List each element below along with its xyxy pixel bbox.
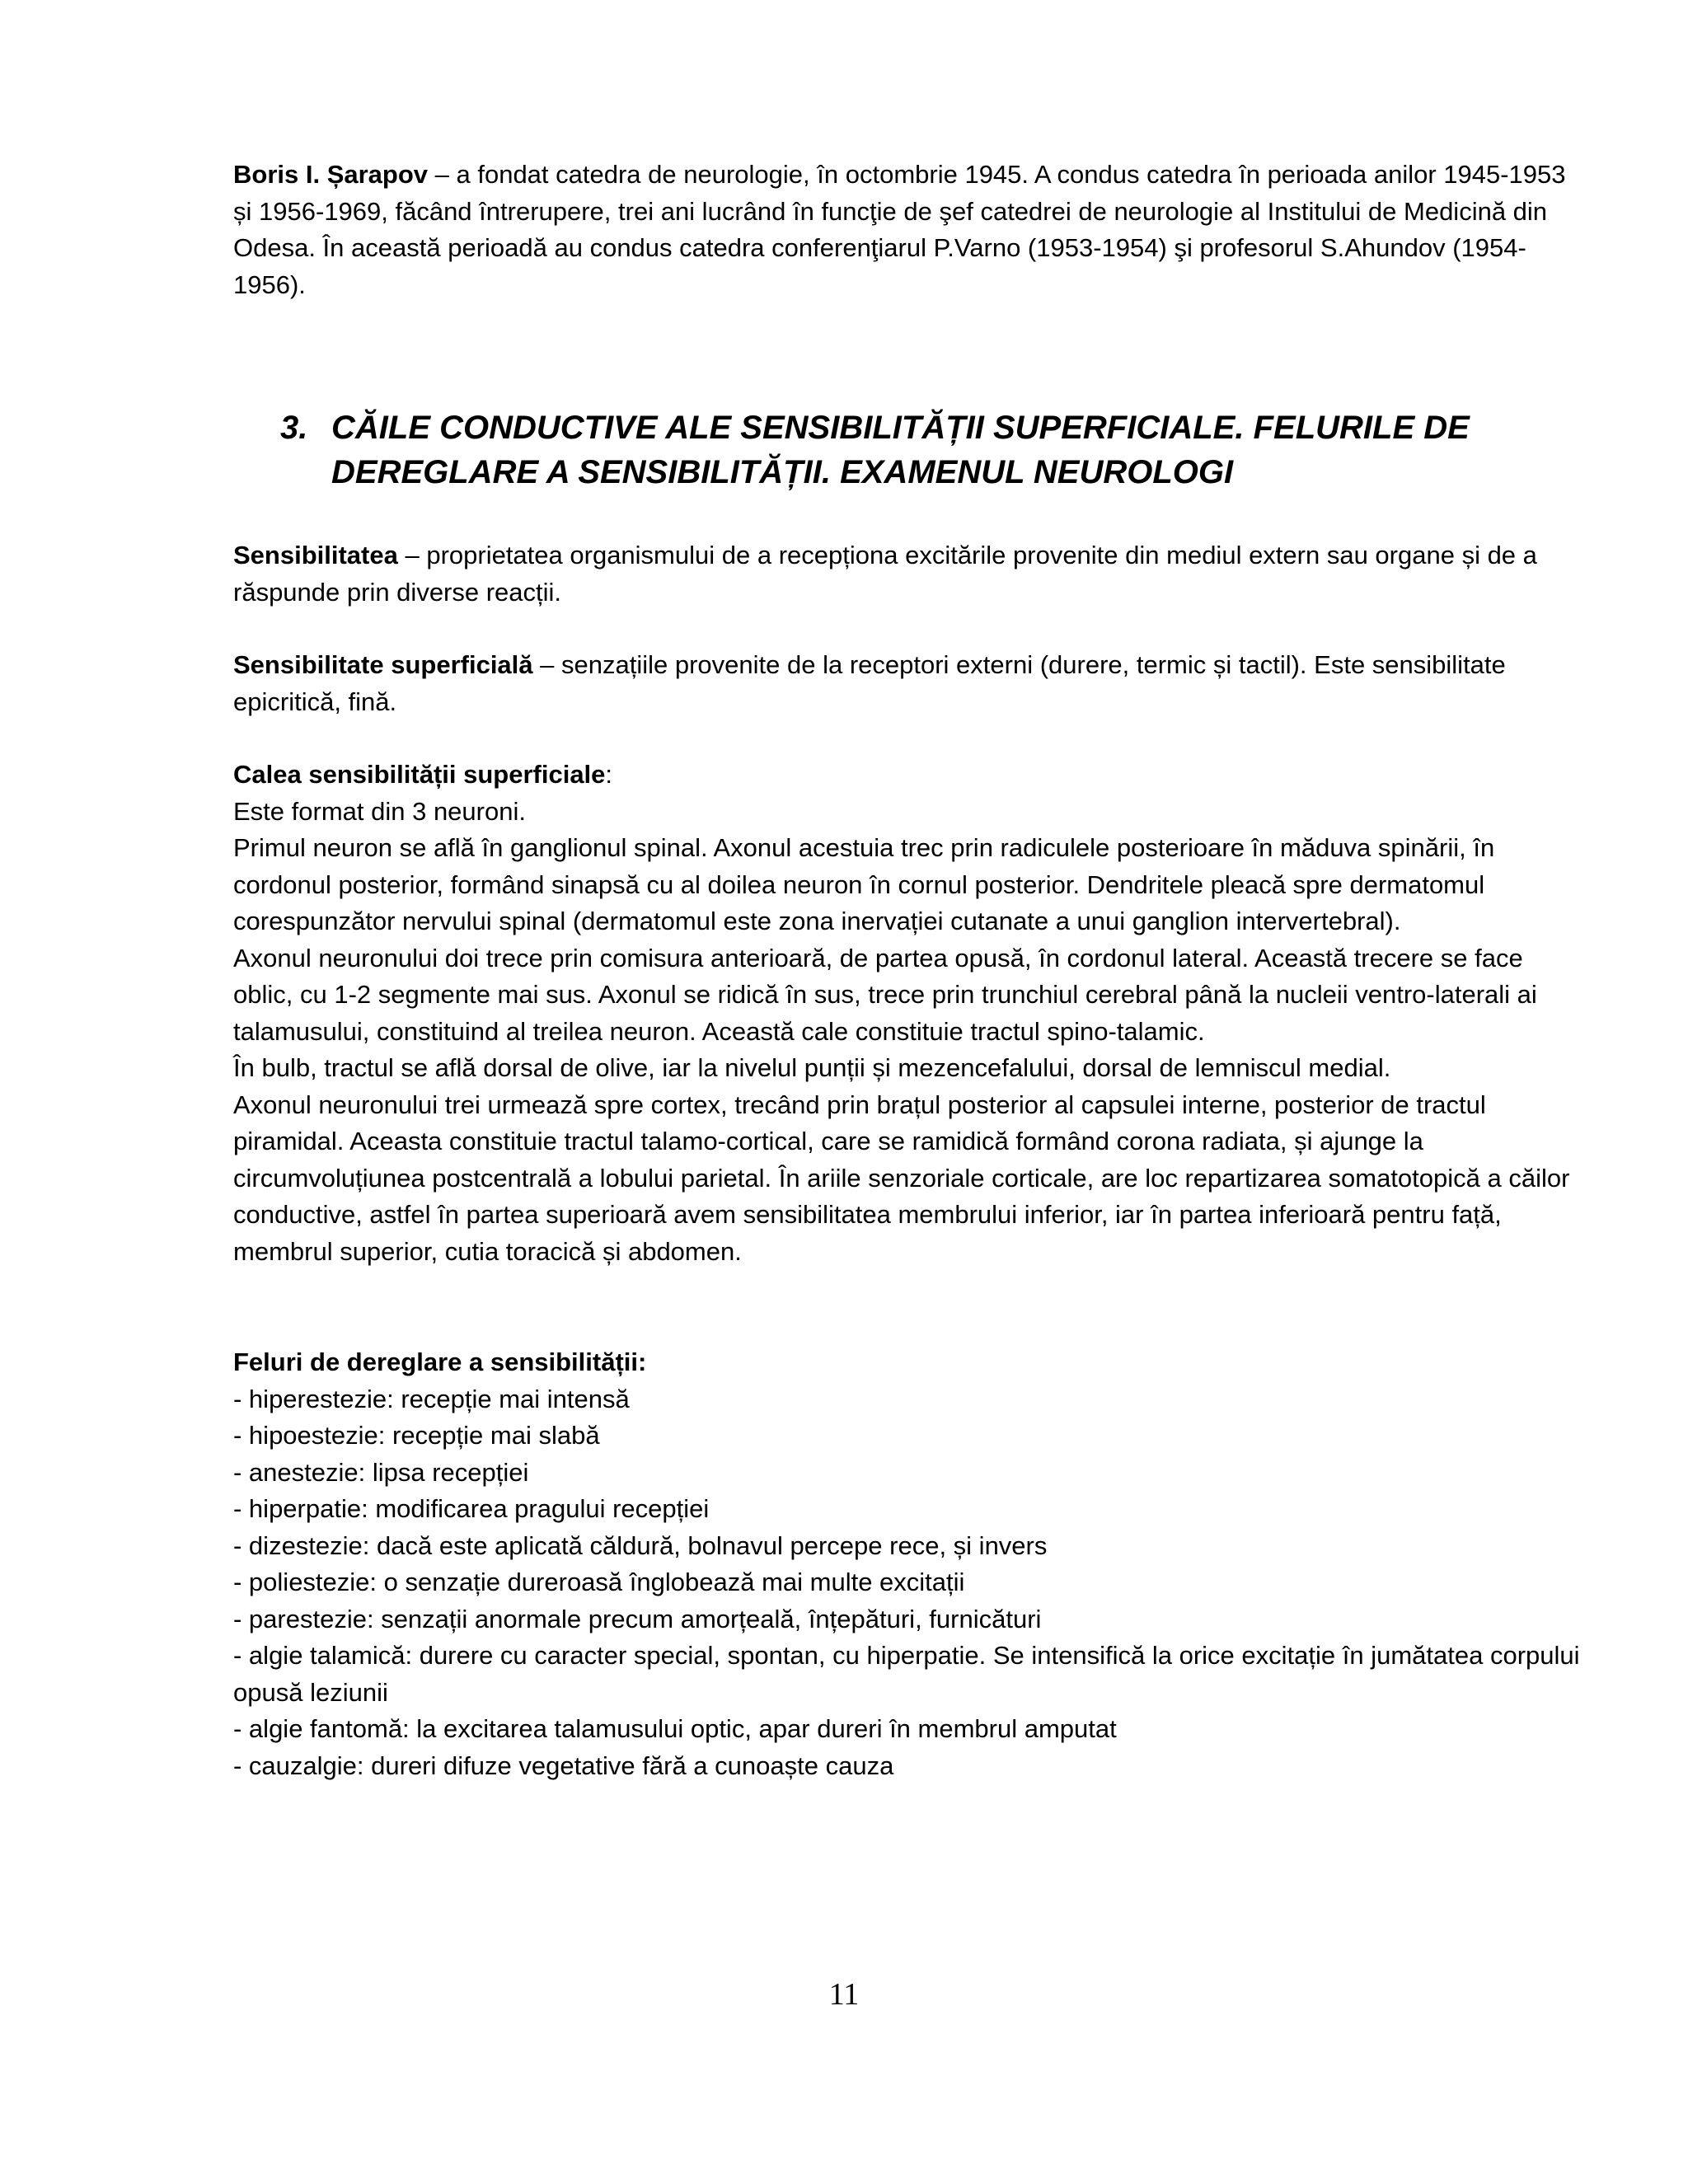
- intro-body: – a fondat catedra de neurologie, în octombrie 1945. A condus catedra în perioada anilor 1945-1953 și 1956-1969, făcând întrerupere, trei ani lucrând în funcţie de şef catedrei de neurologie al Institului de Medicină din Odesa. În această perioadă au condus catedra conferenţiarul P.Varno (1953-1954) şi profesorul S.Ahundov (1954-1956).: [233, 160, 1566, 299]
- intro-paragraph: [233, 157, 1585, 303]
- list-item: - anestezie: lipsa recepției: [233, 1457, 529, 1487]
- page-number: 11: [828, 1977, 860, 2012]
- list-item: - parestezie: senzații anormale precum amorțeală, înțepături, furnicături: [233, 1604, 1042, 1633]
- definition-text: – senzațiile provenite de la receptori externi (durere, termic și tactil). Este sensibilitate epicritică, fină.: [233, 650, 1506, 716]
- list-item: - algie fantomă: la excitarea talamusului optic, apar dureri în membrul amputat: [233, 1714, 1117, 1743]
- definition-text: – proprietatea organismului de a recepționa excitările provenite din mediul extern sau organe și de a răspunde prin diverse reacții.: [233, 541, 1537, 607]
- intro-text: [233, 157, 1585, 303]
- list-item: - cauzalgie: dureri difuze vegetative fără a cunoaște cauza: [233, 1750, 894, 1780]
- section-number: 3.: [280, 410, 308, 446]
- section-title: CĂILE CONDUCTIVE ALE SENSIBILITĂȚII SUPERFICIALE. FELURILE DE DEREGLARE A SENSIBILITĂȚII. EXAMENUL NEUROLOGI: [331, 410, 1470, 490]
- list-item: - poliestezie: o senzație dureroasă înglobează mai multe excitații: [233, 1568, 965, 1596]
- path-title-colon: :: [605, 760, 613, 789]
- path-paragraph: Axonul neuronului doi trece prin comisura anterioară, de partea opusă, în cordonul lateral. Această trecere se face oblic, cu 1-2 segmente mai sus. Axonul se ridică în sus, trece prin trunchiul cerebral până la nucleii ventro-laterali ai talamusului, constituind al treilea neuron. Această cale constituie tractul spino-talamic.: [233, 943, 1537, 1046]
- path-title-text: Calea sensibilității superficiale: [233, 760, 606, 789]
- person-name: Boris I. Șarapov: [233, 160, 429, 189]
- list-item: - hipoestezie: recepție mai slabă: [233, 1421, 600, 1450]
- list-item: - hiperestezie: recepție mai intensă: [233, 1384, 630, 1413]
- path-paragraph: În bulb, tractul se află dorsal de olive, iar la nivelul punții și mezencefalului, dorsal de lemniscul medial.: [233, 1053, 1391, 1082]
- path-paragraph: Primul neuron se află în ganglionul spinal. Axonul acestuia trec prin radiculele posterioare în măduva spinării, în cordonul posterior, formând sinapsă cu al doilea neuron în cornul posterior. Dendritele pleacă spre dermatomul corespunzător nervului spinal (dermatomul este zona inervației cutanate a unui ganglion intervertebral).: [233, 833, 1495, 935]
- section-heading: [280, 405, 1533, 494]
- definition-term: Sensibilitate superficială: [233, 650, 533, 679]
- types-title: Feluri de dereglare a sensibilității:: [233, 1347, 647, 1376]
- path-title: [233, 757, 1585, 794]
- path-section: [233, 757, 1585, 1270]
- path-paragraph: Axonul neuronului trei urmează spre cortex, trecând prin brațul posterior al capsulei interne, posterior de tractul piramidal. Aceasta constituie tractul talamo-cortical, care se ramidică formând corona radiata, și ajunge la circumvoluțiunea postcentrală a lobului parietal. În ariile senzoriale corticale, are loc repartizarea somatotopică a căilor conductive, astfel în partea superioară avem sensibilitatea membrului inferior, iar în partea inferioară pentru față, membrul superior, cutia toracică și abdomen.: [233, 1090, 1570, 1266]
- list-item: - dizestezie: dacă este aplicată căldură, bolnavul percepe rece, și invers: [233, 1530, 1048, 1560]
- definition-sensibilitatea: [233, 537, 1585, 611]
- list-item: - algie talamică: durere cu caracter special, spontan, cu hiperpatie. Se intensifică la orice excitație în jumătatea corpului opusă leziunii: [233, 1641, 1580, 1707]
- path-line: Este format din 3 neuroni.: [233, 796, 526, 826]
- definition-sensibilitate-superficiala: [233, 647, 1585, 720]
- definition-term: Sensibilitatea: [233, 541, 398, 569]
- list-item: - hiperpatie: modificarea pragului recepției: [233, 1494, 710, 1523]
- types-section: [233, 1344, 1585, 1784]
